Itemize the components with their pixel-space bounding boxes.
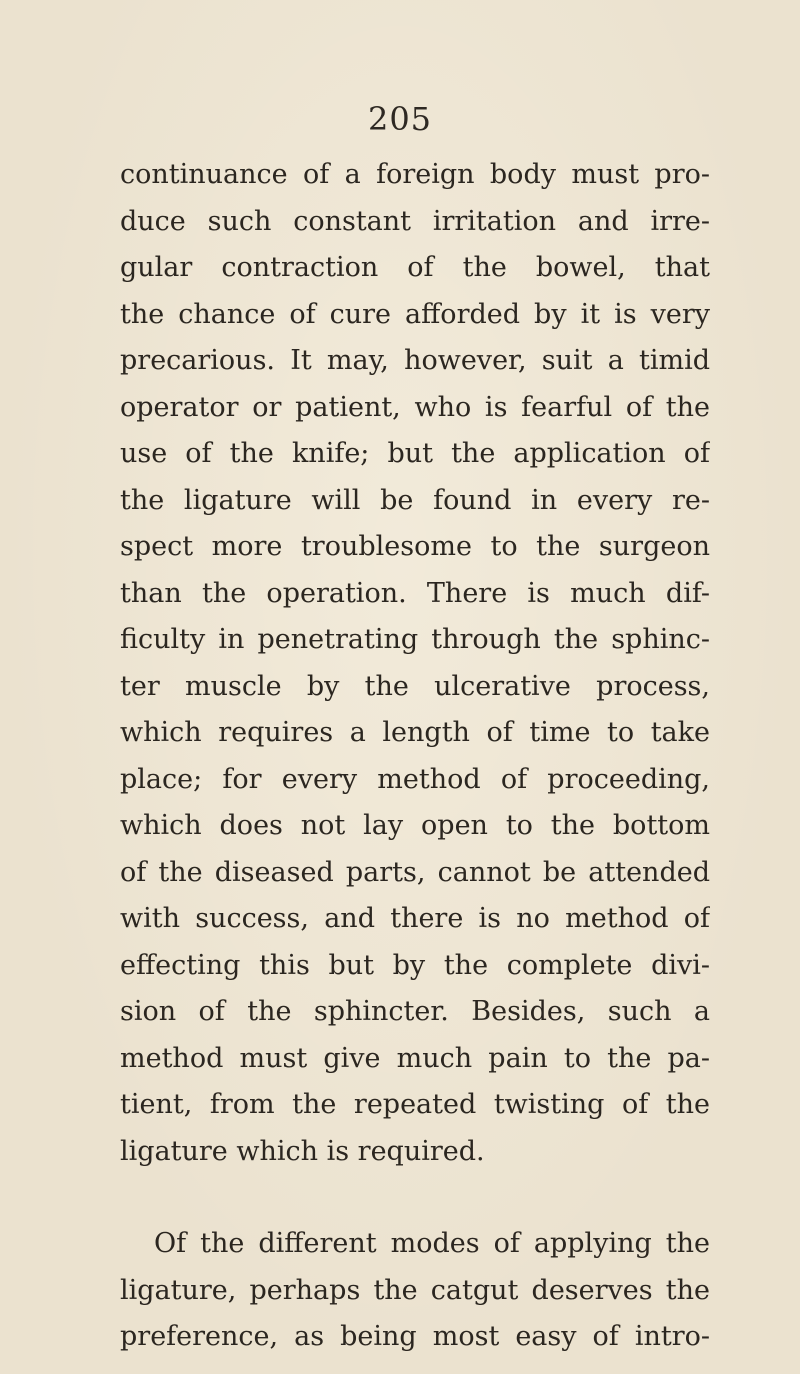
text-line: ficulty in penetrating through the sphinc- [120,624,710,655]
text-line: tient, from the repeated twisting of the [120,1089,710,1120]
text-line: ligature, perhaps the catgut deserves the [120,1274,710,1306]
text-line: operator or patient, who is fearful of the [120,391,710,423]
text-line: method must give much pain to the pa- [120,1042,710,1074]
page-number: 205 [367,100,433,138]
text-line: precarious. It may, however, suit a timid [120,345,710,376]
body-text [120,152,710,1361]
text-line: duce such constant irritation and irre- [120,205,710,237]
text-line: of the diseased parts, cannot be attended [120,856,710,888]
text-line: continuance of a foreign body must pro- [120,159,710,190]
text-line: preference, as being most easy of intro- [120,1321,710,1352]
paragraph [120,152,710,1175]
text-line: ligature which is required. [120,1135,485,1167]
text-line: the chance of cure afforded by it is very [120,298,710,330]
paragraph [120,1221,710,1361]
text-line: gular contraction of the bowel, that [120,252,710,283]
text-line: than the operation. There is much dif- [120,577,710,609]
text-line: Of the different modes of applying the [154,1228,710,1259]
text-line: which does not lay open to the bottom [120,810,710,841]
text-line: with success, and there is no method of [120,903,710,934]
text-line: place; for every method of proceeding, [120,763,710,795]
text-line: use of the knife; but the application of [120,438,710,469]
text-line: effecting this but by the complete divi- [120,949,710,981]
text-line: the ligature will be found in every re- [120,484,710,516]
text-line: ter muscle by the ulcerative process, [120,670,710,702]
text-line: spect more troublesome to the surgeon [120,531,710,562]
paragraph-gap [120,1175,710,1221]
text-line: sion of the sphincter. Besides, such a [120,996,710,1027]
text-line: which requires a length of time to take [120,717,710,748]
